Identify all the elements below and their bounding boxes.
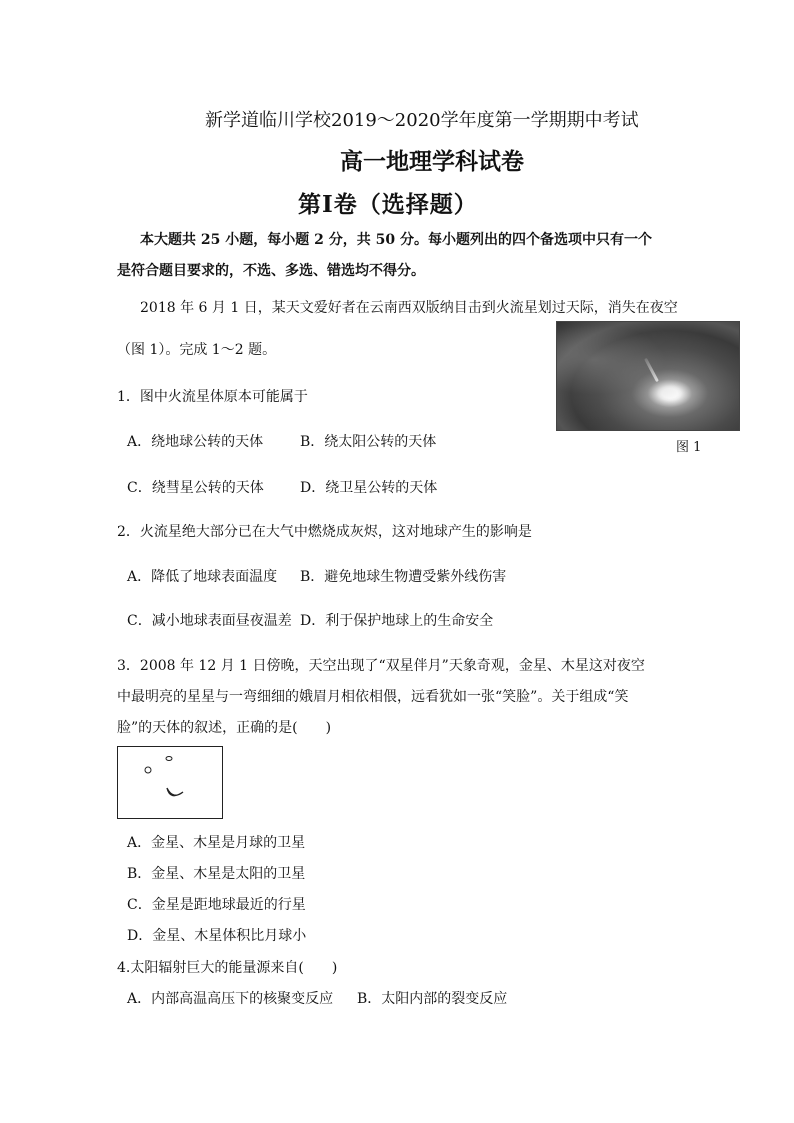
jupiter-dot — [166, 757, 172, 761]
question-3-option-b: B．金星、木星是太阳的卫星 — [127, 866, 306, 882]
passage-line-1: 2018 年 6 月 1 日，某天文爱好者在云南西双版纳目击到火流星划过天际，消失在夜空 — [140, 300, 678, 316]
question-1-option-a: A．绕地球公转的天体 — [127, 434, 264, 450]
question-1-option-c: C．绕彗星公转的天体 — [127, 480, 264, 496]
question-3-option-c: C．金星是距地球最近的行星 — [127, 897, 306, 913]
smiley-sky-svg — [118, 747, 222, 818]
question-1-stem: 1．图中火流星体原本可能属于 — [117, 389, 308, 405]
question-2-option-b: B．避免地球生物遭受紫外线伤害 — [300, 569, 507, 585]
crescent-moon — [167, 788, 183, 796]
section-title: 第Ⅰ卷（选择题） — [298, 191, 478, 218]
question-2-option-d: D．利于保护地球上的生命安全 — [300, 613, 494, 629]
venus-dot — [145, 767, 151, 773]
question-4-stem: 4.太阳辐射巨大的能量源来自( ) — [117, 960, 338, 976]
instructions-line-1: 本大题共 25 小题，每小题 2 分，共 50 分。每小题列出的四个备选项中只有一个 — [140, 232, 652, 248]
question-2-option-c: C．减小地球表面昼夜温差 — [127, 613, 292, 629]
question-4-option-b: B．太阳内部的裂变反应 — [357, 991, 508, 1007]
question-1-option-d: D．绕卫星公转的天体 — [300, 480, 438, 496]
question-2-option-a: A．降低了地球表面温度 — [127, 569, 278, 585]
question-1-option-b: B．绕太阳公转的天体 — [300, 434, 437, 450]
smiley-sky-diagram — [117, 746, 223, 819]
question-4-option-a: A．内部高温高压下的核聚变反应 — [127, 991, 334, 1007]
exam-title: 高一地理学科试卷 — [340, 148, 524, 175]
figure-1-label: 图 1 — [676, 440, 702, 455]
photo-haze — [557, 322, 739, 430]
question-3-stem-line-3: 脸”的天体的叙述，正确的是( ) — [117, 720, 332, 736]
question-2-stem: 2．火流星绝大部分已在大气中燃烧成灰烬，这对地球产生的影响是 — [117, 524, 532, 540]
instructions-line-2: 是符合题目要求的，不选、多选、错选均不得分。 — [117, 263, 425, 279]
question-3-option-a: A．金星、木星是月球的卫星 — [127, 835, 306, 851]
question-3-option-d: D．金星、木星体积比月球小 — [127, 928, 307, 944]
fireball-photo — [556, 321, 740, 431]
passage-line-2: （图 1）。完成 1～2 题。 — [117, 342, 277, 358]
question-3-stem-line-1: 3．2008 年 12 月 1 日傍晚，天空出现了“双星伴月”天象奇观，金星、木星这对夜空 — [117, 658, 645, 674]
question-3-stem-line-2: 中最明亮的星星与一弯细细的娥眉月相依相偎，远看犹如一张“笑脸”。关于组成“笑 — [117, 689, 629, 705]
exam-school-header: 新学道临川学校2019～2020学年度第一学期期中考试 — [205, 110, 639, 131]
